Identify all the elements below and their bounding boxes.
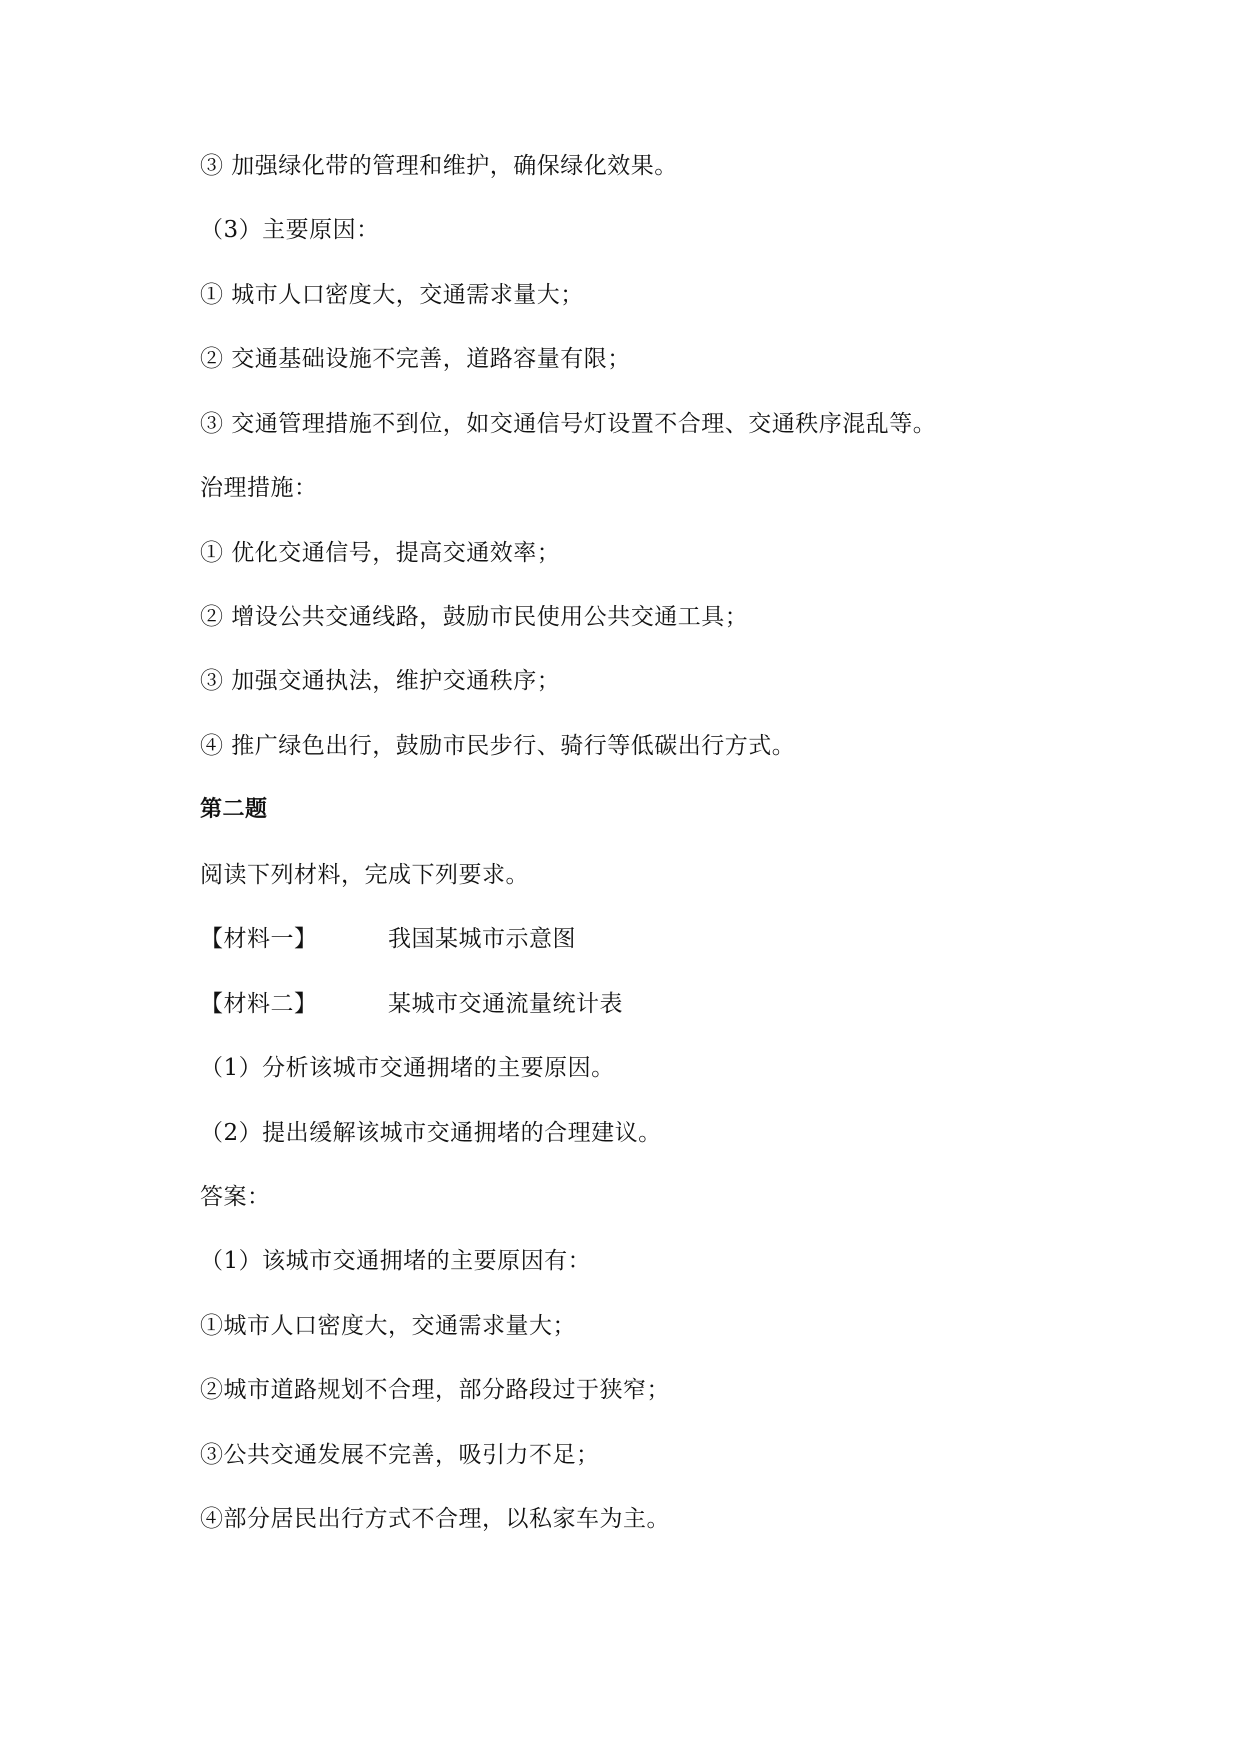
question-text: （2）提出缓解该城市交通拥堵的合理建议。 [200,1120,662,1146]
answer-line: ②城市道路规划不合理，部分路段过于狭窄； [200,1377,670,1403]
text-line: （3）主要原因： [200,217,380,243]
text-line: ① 优化交通信号，提高交通效率； [200,540,561,566]
section-heading: 第二题 [200,797,268,822]
text-line: ③ 加强绿化带的管理和维护，确保绿化效果。 [200,153,678,179]
answer-line: （1）该城市交通拥堵的主要原因有： [200,1248,592,1274]
text-line: ① 城市人口密度大，交通需求量大； [200,282,584,308]
text-line: ④ 推广绿色出行，鼓励市民步行、骑行等低碳出行方式。 [200,733,796,759]
intro-text: 阅读下列材料，完成下列要求。 [200,862,529,888]
text-line: 治理措施： [200,475,318,501]
material-tag: 【材料二】 [200,991,318,1017]
text-line: ② 交通基础设施不完善，道路容量有限； [200,346,631,372]
material-title: 我国某城市示意图 [388,926,576,952]
material-title: 某城市交通流量统计表 [388,991,623,1017]
material-item [200,989,318,1019]
material-tag: 【材料一】 [200,926,318,952]
question-text: （1）分析该城市交通拥堵的主要原因。 [200,1055,615,1081]
answer-line: ③公共交通发展不完善，吸引力不足； [200,1442,600,1468]
material-item [200,924,318,954]
answer-label: 答案： [200,1184,271,1210]
answer-line: ①城市人口密度大，交通需求量大； [200,1313,576,1339]
text-line: ② 增设公共交通线路，鼓励市民使用公共交通工具； [200,604,749,630]
text-line: ③ 加强交通执法，维护交通秩序； [200,668,561,694]
text-line: ③ 交通管理措施不到位，如交通信号灯设置不合理、交通秩序混乱等。 [200,411,937,437]
answer-line: ④部分居民出行方式不合理，以私家车为主。 [200,1506,670,1532]
